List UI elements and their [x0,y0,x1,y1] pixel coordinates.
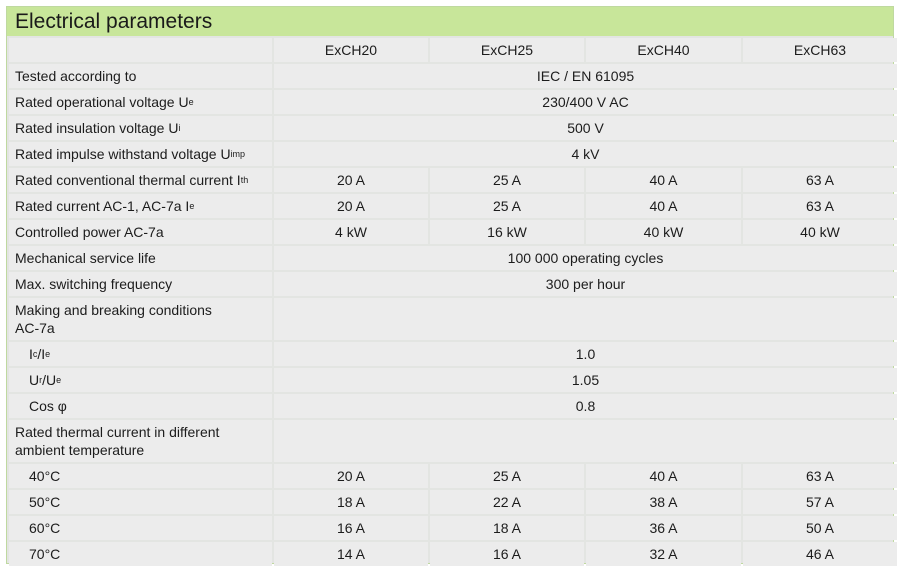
value-temp: 63 A [743,464,897,488]
value-temp: 57 A [743,490,897,514]
value-thermal: 63 A [743,168,897,192]
value-ac1: 40 A [586,194,741,218]
value-temp: 50 A [743,516,897,540]
row-label-temp: 70°C [9,542,272,566]
value-switching: 300 per hour [274,272,897,296]
empty-ambient-cell [274,420,897,462]
row-label-ic-ie: I c /I e [9,342,272,366]
row-label-thermal: Rated conventional thermal current I th [9,168,272,192]
value-mechanical: 100 000 operating cycles [274,246,897,270]
value-temp: 18 A [430,516,584,540]
value-temp: 20 A [274,464,428,488]
row-label-temp: 60°C [9,516,272,540]
value-temp: 40 A [586,464,741,488]
row-label-power: Controlled power AC-7a [9,220,272,244]
row-label-insulation: Rated insulation voltage U i [9,116,272,140]
value-cos-phi: 0.8 [274,394,897,418]
row-label-making: Making and breaking conditions AC-7a [9,298,272,340]
column-header: ExCH63 [743,38,897,62]
value-thermal: 40 A [586,168,741,192]
row-label-ur-ue: U r /U e [9,368,272,392]
empty-making-cell [274,298,897,340]
value-ac1: 63 A [743,194,897,218]
column-header: ExCH20 [274,38,428,62]
value-temp: 32 A [586,542,741,566]
electrical-parameters-panel [6,6,894,564]
value-temp: 46 A [743,542,897,566]
column-header: ExCH25 [430,38,584,62]
value-ac1: 25 A [430,194,584,218]
page-title: Electrical parameters [15,10,213,33]
row-label-voltage: Rated operational voltage U e [9,90,272,114]
value-ic-ie: 1.0 [274,342,897,366]
title-bar [7,7,893,36]
header-empty-cell [9,38,272,62]
value-temp: 18 A [274,490,428,514]
value-voltage: 230/400 V AC [274,90,897,114]
value-ur-ue: 1.05 [274,368,897,392]
value-ac1: 20 A [274,194,428,218]
value-temp: 36 A [586,516,741,540]
row-label-temp: 50°C [9,490,272,514]
value-tested: IEC / EN 61095 [274,64,897,88]
row-label-cos-phi: Cos φ [9,394,272,418]
column-header: ExCH40 [586,38,741,62]
value-temp: 16 A [274,516,428,540]
value-temp: 38 A [586,490,741,514]
row-label-tested: Tested according to [9,64,272,88]
value-temp: 14 A [274,542,428,566]
row-label-temp: 40°C [9,464,272,488]
row-label-impulse: Rated impulse withstand voltage U imp [9,142,272,166]
value-temp: 22 A [430,490,584,514]
value-power: 4 kW [274,220,428,244]
row-label-switching: Max. switching frequency [9,272,272,296]
value-power: 40 kW [743,220,897,244]
row-label-ac1: Rated current AC-1, AC-7a I e [9,194,272,218]
value-thermal: 20 A [274,168,428,192]
value-impulse: 4 kV [274,142,897,166]
value-power: 40 kW [586,220,741,244]
row-label-mechanical: Mechanical service life [9,246,272,270]
value-temp: 25 A [430,464,584,488]
value-thermal: 25 A [430,168,584,192]
value-insulation: 500 V [274,116,897,140]
row-label-ambient: Rated thermal current in different ambient temperature [9,420,272,462]
value-temp: 16 A [430,542,584,566]
parameters-table [9,38,893,566]
value-power: 16 kW [430,220,584,244]
